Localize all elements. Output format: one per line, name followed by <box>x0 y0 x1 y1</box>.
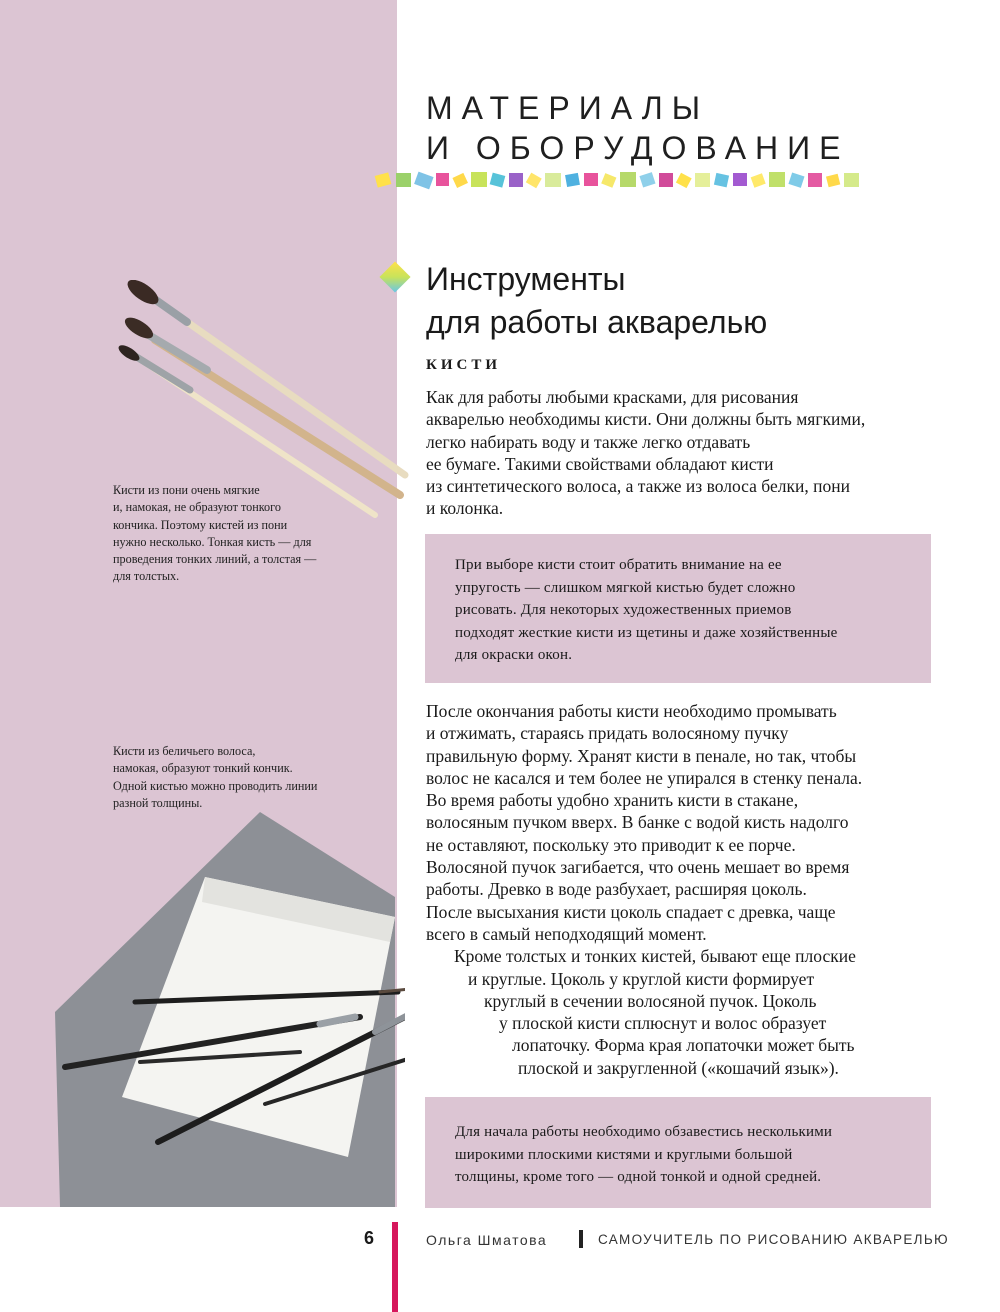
note-box-starter-set <box>425 1097 931 1208</box>
text-line: лопаточку. Форма края лопаточки может быть <box>512 1035 855 1056</box>
footer-book-title: САМОУЧИТЕЛЬ ПО РИСОВАНИЮ АКВАРЕЛЬЮ <box>598 1232 949 1247</box>
note-line: рисовать. Для некоторых художественных приемов <box>455 602 792 619</box>
caption-pony-brushes <box>113 482 316 586</box>
note-line: широкими плоскими кистями и круглыми большой <box>455 1146 793 1163</box>
text-line: и круглые. Цоколь у круглой кисти формирует <box>468 968 815 989</box>
text-line: из синтетического волоса, а также из волоса белки, пони <box>426 476 850 497</box>
text-line: плоской и закругленной («кошачий язык»). <box>518 1057 839 1078</box>
caption-line: нужно несколько. Тонкая кисть — для <box>113 534 312 549</box>
note-line: упругость — слишком мягкой кистью будет сложно <box>455 579 796 596</box>
caption-line: намокая, образуют тонкий кончик. <box>113 761 293 776</box>
caption-line: проведения тонких линий, а толстая — <box>113 552 317 567</box>
text-line: Как для работы любыми красками, для рисования <box>426 387 799 407</box>
caption-line: разной толщины. <box>113 795 203 810</box>
note-box-brush-choice <box>425 534 931 683</box>
section-heading <box>426 258 767 344</box>
caption-line: Кисти из беличьего волоса, <box>113 744 256 758</box>
footer-accent-bar <box>392 1222 398 1312</box>
subheading: КИСТИ <box>426 357 502 373</box>
note-line: Для начала работы необходимо обзавестись несколькими <box>455 1124 833 1140</box>
section-title-line-1: МАТЕРИАЛЫ <box>426 90 710 126</box>
caption-line: Кисти из пони очень мягкие <box>113 483 260 497</box>
note-line: При выборе кисти стоит обратить внимание на ее <box>455 557 782 573</box>
text-line: ее бумаге. Такими свойствами обладают кисти <box>426 453 774 474</box>
caption-line: для толстых. <box>113 569 180 584</box>
text-line: После окончания работы кисти необходимо промывать <box>426 701 837 721</box>
page-number: 6 <box>364 1228 375 1248</box>
section-title-line-2: И ОБОРУДОВАНИЕ <box>426 130 850 166</box>
text-line: легко набирать воду и также легко отдавать <box>426 431 751 452</box>
text-line: не оставляют, поскольку это приводит к ее порче. <box>426 834 796 855</box>
footer-author: Ольга Шматова <box>426 1232 548 1248</box>
text-line: волос не касался и тем более не упирался в стенку пенала. <box>426 767 863 788</box>
text-line: всего в самый неподходящий момент. <box>426 923 707 944</box>
squirrel-brushes-illustration <box>50 812 405 1207</box>
text-line: волосяным пучком вверх. В банке с водой кисть надолго <box>426 812 849 833</box>
section-title <box>426 88 849 168</box>
footer-separator <box>579 1230 583 1248</box>
text-line: и отжимать, стараясь придать волосяному пучку <box>426 723 789 744</box>
paragraph-intro <box>426 386 865 520</box>
text-line: работы. Древко в воде разбухает, расширяя цоколь. <box>426 879 807 900</box>
text-line: Волосяной пучок загибается, что очень мешает во время <box>426 857 850 878</box>
note-line: толщины, кроме того — одной тонкой и одной средней. <box>455 1169 822 1186</box>
text-line: у плоской кисти сплюснут и волос образует <box>499 1013 827 1034</box>
caption-line: Одной кистью можно проводить линии <box>113 778 318 793</box>
text-line: правильную форму. Хранят кисти в пенале, но так, чтобы <box>426 745 857 766</box>
text-line: После высыхания кисти цоколь спадает с древка, чаще <box>426 901 836 922</box>
caption-squirrel-brushes <box>113 743 317 812</box>
paragraph-care <box>426 700 862 1079</box>
note-line: подходят жесткие кисти из щетины и даже хозяйственные <box>455 624 838 641</box>
confetti-decoration <box>374 168 874 192</box>
heading-line-2: для работы акварелью <box>426 304 768 340</box>
text-line: Во время работы удобно хранить кисти в стакане, <box>426 790 799 811</box>
caption-line: и, намокая, не образуют тонкого <box>113 500 281 515</box>
heading-line-1: Инструменты <box>426 261 626 297</box>
caption-line: кончика. Поэтому кистей из пони <box>113 517 288 532</box>
text-line: и колонка. <box>426 498 504 519</box>
text-line: круглый в сечении волосяной пучок. Цоколь <box>484 990 817 1011</box>
text-line: акварелью необходимы кисти. Они должны быть мягкими, <box>426 409 866 430</box>
text-line: Кроме толстых и тонких кистей, бывают еще плоские <box>454 946 856 967</box>
note-line: для окраски окон. <box>455 647 573 664</box>
